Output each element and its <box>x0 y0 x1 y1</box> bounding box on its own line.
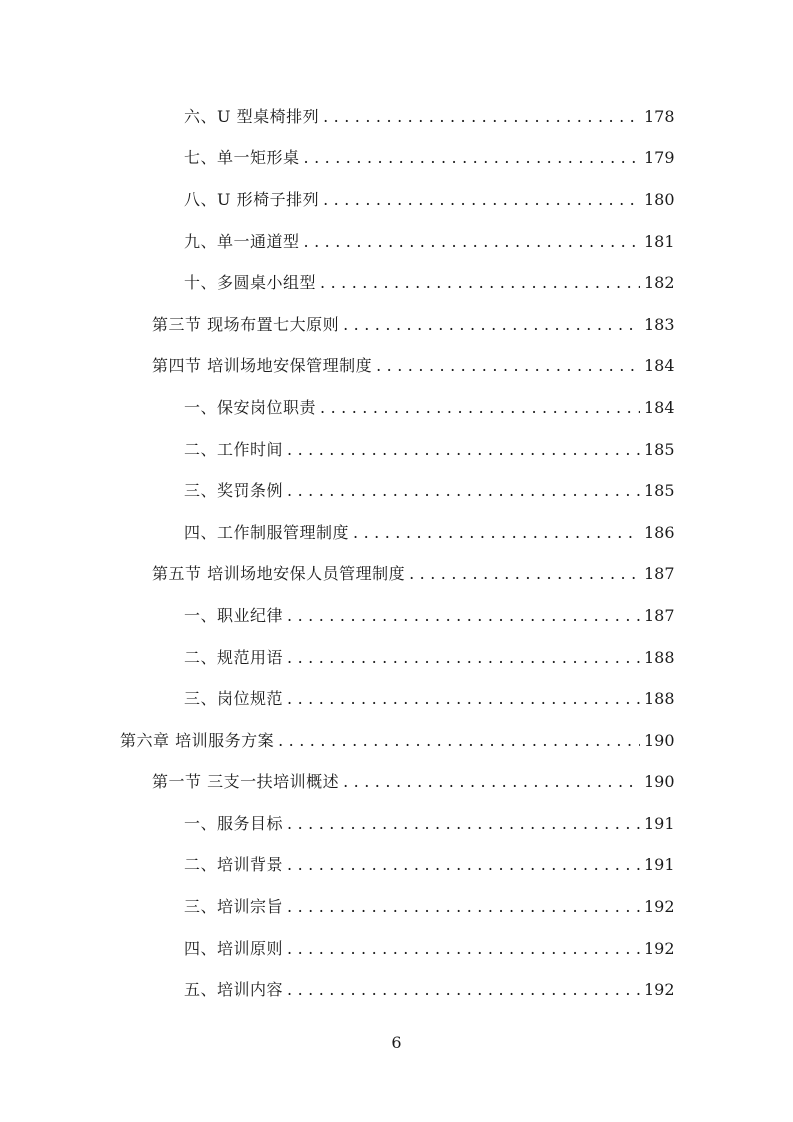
toc-leader-dots <box>409 564 640 584</box>
toc-entry-title: 一、职业纪律 <box>184 605 284 625</box>
toc-leader-dots <box>287 855 640 875</box>
toc-leader-dots <box>287 648 640 668</box>
toc-entry[interactable] <box>0 96 793 138</box>
toc-entry[interactable] <box>0 845 793 887</box>
toc-entry[interactable] <box>0 554 793 596</box>
toc-entry-page: 188 <box>644 689 675 709</box>
toc-leader-dots <box>376 356 640 376</box>
toc-entry[interactable] <box>0 470 793 512</box>
toc-entry[interactable] <box>0 304 793 346</box>
toc-entry[interactable] <box>0 886 793 928</box>
toc-entry-title: 八、U 形椅子排列 <box>184 189 320 209</box>
toc-entry-title: 四、培训原则 <box>184 938 284 958</box>
toc-entry[interactable] <box>0 512 793 554</box>
toc-entry-title: 三、培训宗旨 <box>184 897 284 917</box>
toc-entry[interactable] <box>0 595 793 637</box>
toc-leader-dots <box>353 523 640 543</box>
toc-entry-title: 二、规范用语 <box>184 647 284 667</box>
toc-entry-page: 187 <box>644 564 675 584</box>
toc-entry-title: 第一节 三支一扶培训概述 <box>152 772 340 792</box>
toc-entry-page: 192 <box>644 938 675 958</box>
toc-entry[interactable] <box>0 762 793 804</box>
toc-entry-page: 178 <box>644 106 675 126</box>
toc-leader-dots <box>287 939 640 959</box>
toc-entry[interactable] <box>0 969 793 1011</box>
toc-entry-title: 一、保安岗位职责 <box>184 397 317 417</box>
toc-entry[interactable] <box>0 803 793 845</box>
toc-leader-dots <box>287 440 640 460</box>
toc-entry-title: 二、工作时间 <box>184 439 284 459</box>
toc-entry-page: 181 <box>644 231 675 251</box>
toc-leader-dots <box>323 107 640 127</box>
toc-entry-page: 180 <box>644 189 675 209</box>
toc-entry-page: 190 <box>644 772 675 792</box>
toc-entry-page: 191 <box>644 855 675 875</box>
toc-entry-page: 182 <box>644 273 675 293</box>
toc-entry-page: 184 <box>644 356 675 376</box>
toc-entry-title: 六、U 型桌椅排列 <box>184 106 320 126</box>
toc-entry-title: 一、服务目标 <box>184 813 284 833</box>
toc-entry-page: 192 <box>644 980 675 1000</box>
toc-entry-title: 五、培训内容 <box>184 980 284 1000</box>
toc-entry-page: 185 <box>644 481 675 501</box>
toc-entry-page: 191 <box>644 813 675 833</box>
toc-entry[interactable] <box>0 637 793 679</box>
toc-leader-dots <box>343 315 640 335</box>
toc-entry[interactable] <box>0 262 793 304</box>
toc-entry[interactable] <box>0 387 793 429</box>
toc-entry-page: 185 <box>644 439 675 459</box>
toc-entry-page: 192 <box>644 897 675 917</box>
toc-entry[interactable] <box>0 928 793 970</box>
toc-entry[interactable] <box>0 179 793 221</box>
toc-entry-title: 三、岗位规范 <box>184 689 284 709</box>
toc-leader-dots <box>287 689 640 709</box>
toc-leader-dots <box>287 814 640 834</box>
toc-entry-title: 三、奖罚条例 <box>184 481 284 501</box>
toc-entry-title: 二、培训背景 <box>184 855 284 875</box>
toc-entry-title: 第三节 现场布置七大原则 <box>152 314 340 334</box>
toc-leader-dots <box>287 897 640 917</box>
toc-entry-page: 184 <box>644 397 675 417</box>
toc-leader-dots <box>323 190 640 210</box>
toc-leader-dots <box>304 148 640 168</box>
toc-entry-title: 第四节 培训场地安保管理制度 <box>152 356 373 376</box>
toc-entry-page: 183 <box>644 314 675 334</box>
toc-leader-dots <box>287 980 640 1000</box>
toc-leader-dots <box>278 731 640 751</box>
toc-entry[interactable] <box>0 138 793 180</box>
toc-entry[interactable] <box>0 221 793 263</box>
page-number: 6 <box>391 1033 402 1052</box>
toc-entry[interactable] <box>0 346 793 388</box>
toc-leader-dots <box>287 606 640 626</box>
toc-entry-page: 186 <box>644 522 675 542</box>
toc-entry-page: 188 <box>644 647 675 667</box>
toc-entry-title: 九、单一通道型 <box>184 231 300 251</box>
toc-entry-page: 179 <box>644 148 675 168</box>
toc-leader-dots <box>287 481 640 501</box>
toc-entry-page: 190 <box>644 730 675 750</box>
toc-entry-page: 187 <box>644 605 675 625</box>
toc-entry-title: 四、工作制服管理制度 <box>184 522 350 542</box>
toc-entry[interactable] <box>0 429 793 471</box>
toc-entry[interactable] <box>0 720 793 762</box>
toc-entry-title: 十、多圆桌小组型 <box>184 273 317 293</box>
table-of-contents <box>0 96 793 1011</box>
toc-entry-title: 七、单一矩形桌 <box>184 148 300 168</box>
toc-leader-dots <box>304 232 640 252</box>
toc-entry[interactable] <box>0 678 793 720</box>
toc-leader-dots <box>343 772 640 792</box>
toc-entry-title: 第五节 培训场地安保人员管理制度 <box>152 564 406 584</box>
toc-leader-dots <box>320 273 640 293</box>
toc-entry-title: 第六章 培训服务方案 <box>120 730 275 750</box>
toc-leader-dots <box>320 398 640 418</box>
